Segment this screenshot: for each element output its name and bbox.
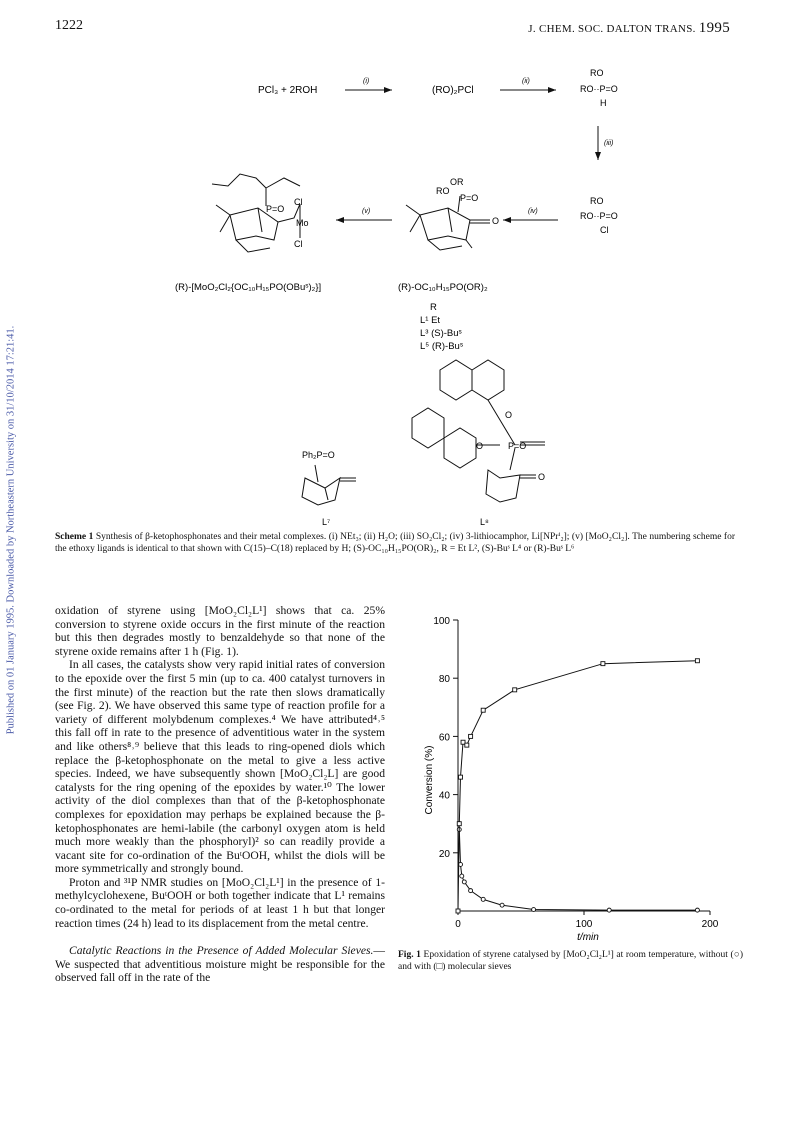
data-point-circle xyxy=(695,908,699,912)
data-point-square xyxy=(469,734,473,738)
figure-1-chart xyxy=(410,610,730,945)
chloro-ro-top: RO xyxy=(590,196,604,206)
scheme-caption xyxy=(55,532,735,555)
paragraph-4-text: —We suspected that adventitious moisture might be responsible for the observed fall off in the rate of the xyxy=(55,944,385,985)
data-point-circle xyxy=(460,874,464,878)
complex-structure xyxy=(212,174,300,252)
ligand-ro: RO xyxy=(436,186,450,196)
step-iii-label: (iii) xyxy=(604,140,614,147)
step-ii-label: (ii) xyxy=(522,78,530,85)
complex-label: (R)-[MoO₂Cl₂{OC₁₀H₁₅PO(OBuˢ)₂}] xyxy=(175,282,322,293)
ligand-label: (R)-OC₁₀H₁₅PO(OR)₂ xyxy=(398,282,488,293)
data-point-circle xyxy=(532,908,536,912)
chart-y-label: Conversion (%) xyxy=(424,745,435,815)
step-i-label: (i) xyxy=(363,78,370,85)
l8-o-left: O xyxy=(476,441,484,451)
figure-1-caption xyxy=(398,950,743,973)
chloro-cl: Cl xyxy=(600,225,609,235)
intermediate-label: (RO)₂PCl xyxy=(432,85,474,96)
phosphite-p-o: RO··P=O xyxy=(580,84,618,94)
scheme-1-drawing xyxy=(0,0,792,530)
data-point-square xyxy=(601,662,605,666)
chart-axes xyxy=(433,616,718,930)
paragraph-3: Proton and ³¹P NMR studies on [MoO₂Cl₂L¹] in the presence of 1-methylcyclohexene, BuᵗOOH or both together indicate that L¹ remains co-ordinated to the metal for periods of at least 1 h but that longer reaction times (24 h) lead to its displacement from the metal centre. xyxy=(55,875,385,930)
data-point-circle xyxy=(500,903,504,907)
paragraph-1: oxidation of styrene using [MoO₂Cl₂L¹] shows that ca. 25% conversion to styrene oxide occurs in the first minute of the reaction but this then degrades mostly to benzaldehyde so that none of the styrene oxide remains after 1 h (Fig. 1). xyxy=(55,604,385,658)
journal-name: J. CHEM. SOC. DALTON TRANS. xyxy=(528,23,696,35)
data-point-circle xyxy=(462,880,466,884)
r-table-row: L⁵ (R)-Buˢ xyxy=(420,341,464,352)
data-point-square xyxy=(456,909,460,913)
reactants-label: PCl₃ + 2ROH xyxy=(258,85,318,96)
x-tick-label: 100 xyxy=(575,919,593,930)
paragraph-2: In all cases, the catalysts show very rapid initial rates of conversion to the epoxide over the first 5 min (up to ca. 400 catalyst turnovers in the first minute) of the reaction but the rate then slows dramatically (see Fig. 2). We have observed this same type of reaction profile for a variety of different molybdenum complexes.⁴ We have attributed⁴˒⁵ this fall off in rate to the presence of adventitious water in the system and like others⁸˒⁹ believe that this leads to ring-opened diols which replace the β-ketophosphonate on the metal to give a less active species. Indeed, we have subsequently shown [MoO₂Cl₂L] are good catalysts for the ring opening of the epoxides by water.¹⁰ The lower activity of the diol complexes than that of the β-ketophosphonate complexes for epoxidation may perhaps be explained because the β-ketophosphonates are hemi-labile (the carbonyl oxygen atom is held much more weakly than the phosphoryl)² so can readily provide a vacant site for co-ordination of the BuᵗOOH, whilst the diols will be more symmetrically and strongly bound. xyxy=(55,658,385,876)
data-point-square xyxy=(695,659,699,663)
l8-structure xyxy=(412,360,545,502)
phosphite-h: H xyxy=(600,98,607,108)
y-tick-label: 40 xyxy=(438,790,450,802)
data-point-circle xyxy=(469,889,473,893)
l7-structure xyxy=(302,465,356,505)
page-number: 1222 xyxy=(55,18,83,33)
l8-carbonyl-o: O xyxy=(538,472,546,482)
data-point-circle xyxy=(607,908,611,912)
y-tick-label: 20 xyxy=(438,848,450,860)
x-tick-label: 0 xyxy=(455,919,461,930)
chart-x-label: t/min xyxy=(577,932,599,943)
ligand-camphor-structure xyxy=(406,196,490,250)
series-line-0 xyxy=(459,830,697,911)
data-point-square xyxy=(481,708,485,712)
l8-o-top: O xyxy=(505,410,513,420)
figure-caption-text: Epoxidation of styrene catalysed by [MoO₂Cl₂L¹] at room temperature, without (○) and with (□) molecular sieves xyxy=(398,950,743,972)
scheme-caption-label: Scheme 1 xyxy=(55,532,94,542)
complex-cl-bottom: Cl xyxy=(294,239,303,249)
figure-caption-label: Fig. 1 xyxy=(398,950,421,960)
l8-label: L⁸ xyxy=(480,517,489,527)
data-point-square xyxy=(459,775,463,779)
y-tick-label: 60 xyxy=(438,732,450,744)
scheme-caption-text: Synthesis of β-ketophosphonates and their metal complexes. (i) NEt₃; (ii) H₂O; (iii) SO₂Cl₂; (iv) 3-lithiocamphor, Li[NPrⁱ₂]; (v) [MoO₂Cl₂]. The numbering scheme for the ethoxy ligands is identical to that shown with C(15)–C(18) replaced by H; (S)-OC₁₀H₁₅PO(OR)₂, R = Et L², (S)-Buˢ L⁴ or (R)-Buˢ L⁶ xyxy=(55,532,735,554)
data-point-square xyxy=(457,822,461,826)
r-table-row: L¹ Et xyxy=(420,315,441,326)
data-point-square xyxy=(513,688,517,692)
journal-year: 1995 xyxy=(698,20,730,36)
ligand-p-o: P=O xyxy=(460,193,479,203)
data-point-circle xyxy=(481,897,485,901)
ligand-or: OR xyxy=(450,177,464,187)
complex-p-o: P=O xyxy=(266,204,285,214)
ligand-carbonyl-o: O xyxy=(492,216,500,226)
series-line-1 xyxy=(458,661,697,911)
l8-p-o: P=O xyxy=(508,441,527,451)
complex-cl-top: Cl xyxy=(294,197,303,207)
data-point-square xyxy=(465,743,469,747)
download-sidebar-note: Published on 01 January 1995. Downloaded by Northeastern University on 31/10/2014 17:21:41. xyxy=(5,325,17,735)
chloro-p-o: RO··P=O xyxy=(580,211,618,221)
section-title: Catalytic Reactions in the Presence of Added Molecular Sieves. xyxy=(69,944,374,958)
phosphite-ro-top: RO xyxy=(590,68,604,78)
complex-mo: Mo xyxy=(296,218,309,228)
step-iv-label: (iv) xyxy=(528,208,538,215)
r-table-row: L³ (S)-Buˢ xyxy=(420,328,462,339)
l7-label: L⁷ xyxy=(322,517,331,527)
y-tick-label: 100 xyxy=(433,616,450,627)
x-tick-label: 200 xyxy=(701,919,719,930)
chart-series xyxy=(456,659,699,913)
r-table-header: R xyxy=(430,302,437,313)
y-tick-label: 80 xyxy=(438,674,450,686)
step-v-label: (v) xyxy=(362,208,371,215)
paragraph-4 xyxy=(55,944,385,985)
l7-group: Ph₂P=O xyxy=(302,450,335,460)
body-text-column xyxy=(55,604,385,985)
